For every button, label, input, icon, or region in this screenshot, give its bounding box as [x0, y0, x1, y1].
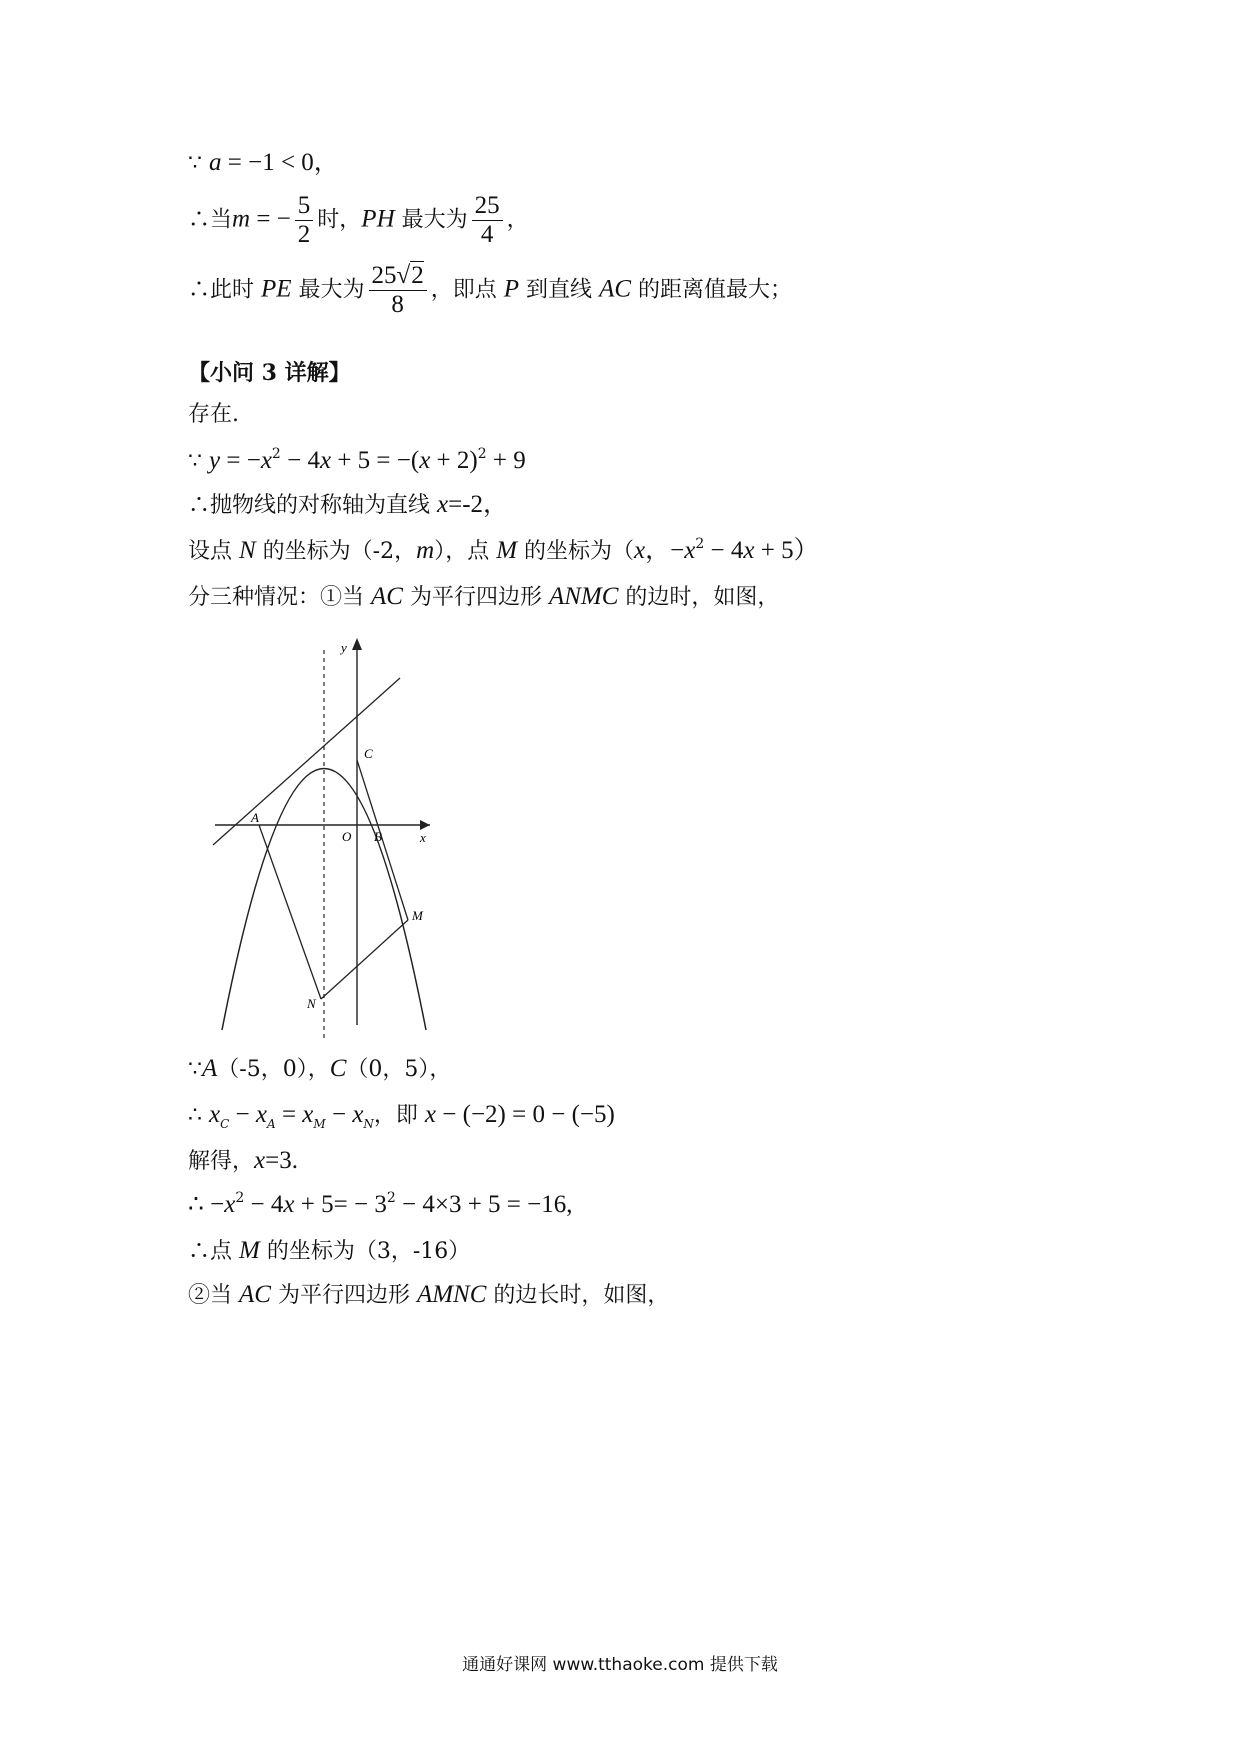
var-x: x — [634, 537, 646, 564]
text-segment: 解得， — [188, 1149, 255, 1174]
label-a: A — [251, 810, 259, 825]
math-expr: − 4×3 + 5 = −16, — [395, 1191, 573, 1218]
exponent: 2 — [271, 446, 281, 462]
var-x: x — [283, 1191, 295, 1218]
text-segment: 分三种情况：①当 — [188, 585, 371, 610]
math-expr: = − — [220, 447, 261, 474]
text-segment: 时， — [317, 207, 362, 233]
sqrt-radicand: 2 — [411, 262, 424, 289]
math-expr: ，− — [645, 537, 685, 564]
exponent: 2 — [386, 1190, 396, 1206]
var-ac: AC — [371, 583, 403, 610]
var-x: x — [352, 1101, 364, 1128]
text-segment: 为平行四边形 — [270, 1283, 417, 1308]
fraction-numerator: 25√2 — [369, 262, 427, 291]
text-line-8 — [188, 536, 819, 567]
math-expr: − — [325, 1101, 353, 1128]
text-line-7 — [188, 490, 508, 521]
text-line-3 — [188, 262, 792, 319]
math-expr: =3. — [265, 1147, 298, 1174]
var-x: x — [319, 447, 332, 474]
text-segment: ∴此时 — [188, 277, 261, 303]
math-expr: = — [275, 1101, 303, 1128]
because-symbol: ∵ — [188, 449, 209, 474]
var-anmc: ANMC — [548, 583, 619, 610]
text-segment: （-5，0）， — [217, 1057, 330, 1082]
var-x: x — [437, 491, 449, 518]
text-segment: ∴抛物线的对称轴为直线 — [188, 493, 437, 518]
text-segment: （0，5）， — [346, 1057, 452, 1082]
math-expr: + 5= − 3 — [294, 1191, 387, 1218]
math-expr: + 9 — [486, 447, 526, 474]
text-segment: 存在. — [188, 402, 239, 427]
because-symbol: ∵ — [188, 1057, 202, 1082]
fraction-numerator: 5 — [295, 192, 314, 221]
text-segment: 的坐标为（-2， — [255, 539, 417, 564]
math-expr: = −1 < 0， — [221, 149, 339, 176]
fraction-25sqrt2-8 — [369, 262, 427, 319]
math-expr: + 5 = −( — [331, 447, 420, 474]
var-x: x — [424, 1101, 437, 1128]
label-o: O — [342, 829, 352, 844]
var-x: x — [419, 447, 431, 474]
segment-cm — [357, 760, 408, 920]
var-pe: PE — [261, 275, 292, 303]
exponent: 2 — [695, 536, 705, 552]
var-ac: AC — [599, 275, 632, 303]
var-x: x — [260, 447, 272, 474]
text-segment: ，即 — [373, 1103, 425, 1128]
subscript: A — [267, 1117, 276, 1131]
segment-nm — [321, 920, 408, 999]
heading-text: 【小问 3 详解】 — [188, 360, 351, 386]
numerator-coefficient: 25 — [371, 262, 397, 289]
subscript: C — [220, 1117, 230, 1131]
var-ac: AC — [239, 1281, 271, 1308]
text-segment: 的坐标为（3，-16） — [259, 1239, 471, 1264]
var-x: x — [254, 1147, 266, 1174]
math-expr: − 4 — [704, 537, 744, 564]
text-line-10 — [188, 1054, 451, 1085]
var-a: a — [209, 149, 222, 176]
math-expr: − — [229, 1101, 256, 1128]
y-axis-arrow-icon — [352, 638, 362, 650]
text-line-13 — [188, 1190, 573, 1221]
parabola-figure — [205, 630, 455, 1040]
math-expr: − 4 — [280, 447, 320, 474]
text-segment: ， — [506, 207, 529, 233]
var-y: y — [209, 447, 221, 474]
text-line-12 — [188, 1146, 298, 1177]
var-c-point: C — [329, 1055, 347, 1082]
x-axis-arrow-icon — [420, 820, 430, 830]
text-segment: 设点 — [188, 539, 239, 564]
exponent: 2 — [235, 1190, 245, 1206]
var-x: x — [209, 1101, 221, 1128]
label-c: C — [364, 746, 373, 761]
var-m: m — [232, 205, 251, 233]
var-x: x — [302, 1101, 314, 1128]
var-m-point: M — [496, 537, 518, 564]
math-expr: =-2， — [448, 491, 509, 518]
math-expr: = − — [250, 205, 291, 233]
text-segment: 的距离值最大； — [631, 277, 793, 303]
var-x: x — [684, 537, 696, 564]
fraction-numerator: 25 — [472, 192, 503, 221]
var-n: N — [239, 537, 256, 564]
text-segment: 的坐标为（ — [517, 539, 635, 564]
math-expr: − 4 — [244, 1191, 284, 1218]
fraction-denominator: 2 — [297, 221, 311, 248]
var-a-point: A — [202, 1055, 218, 1082]
text-segment: 为平行四边形 — [402, 585, 549, 610]
fraction-5-2 — [295, 192, 314, 249]
label-n: N — [307, 996, 316, 1011]
therefore-symbol: ∴ − — [188, 1191, 225, 1218]
line-ac — [213, 678, 400, 845]
fraction-denominator: 4 — [480, 221, 494, 248]
label-x: x — [420, 830, 426, 845]
text-segment: ∴点 — [188, 1239, 239, 1264]
var-x: x — [224, 1191, 236, 1218]
text-segment: ，即点 — [430, 277, 504, 303]
math-expr: + 5） — [754, 537, 819, 564]
text-segment: ∴当 — [188, 207, 233, 233]
var-x: x — [255, 1101, 268, 1128]
text-line-2 — [188, 192, 529, 249]
text-segment: 的边长时，如图， — [486, 1283, 670, 1308]
fraction-denominator: 8 — [391, 291, 404, 318]
page-footer: 通通好课网 www.tthaoke.com 提供下载 — [462, 1655, 778, 1675]
segment-an — [259, 825, 321, 999]
text-line-1 — [188, 148, 339, 179]
var-m-point: M — [239, 1237, 260, 1264]
label-m: M — [412, 908, 423, 923]
text-line-5 — [188, 400, 239, 430]
var-amnc: AMNC — [416, 1281, 487, 1308]
var-m: m — [416, 537, 435, 564]
text-segment: 最大为 — [291, 277, 365, 303]
label-b: B — [374, 829, 382, 844]
var-p: P — [503, 275, 520, 303]
exponent: 2 — [477, 446, 487, 462]
text-segment: ②当 — [188, 1283, 239, 1308]
text-line-6 — [188, 446, 526, 477]
var-x: x — [743, 537, 755, 564]
text-segment: 到直线 — [519, 277, 600, 303]
text-line-15 — [188, 1280, 669, 1311]
label-y: y — [341, 640, 347, 655]
text-segment: 最大为 — [394, 207, 468, 233]
text-line-11 — [188, 1100, 615, 1131]
math-expr: + 2) — [430, 447, 478, 474]
section-heading — [188, 358, 351, 388]
var-ph: PH — [361, 205, 395, 233]
text-line-14 — [188, 1236, 470, 1267]
text-line-9 — [188, 582, 779, 613]
subscript: M — [313, 1117, 326, 1131]
subscript: N — [363, 1117, 374, 1131]
because-symbol: ∵ — [188, 151, 209, 176]
therefore-symbol: ∴ — [188, 1103, 209, 1128]
math-expr: − (−2) = 0 − (−5) — [436, 1101, 615, 1128]
fraction-25-4 — [472, 192, 503, 249]
text-segment: ），点 — [434, 539, 497, 564]
text-segment: 的边时，如图， — [618, 585, 780, 610]
